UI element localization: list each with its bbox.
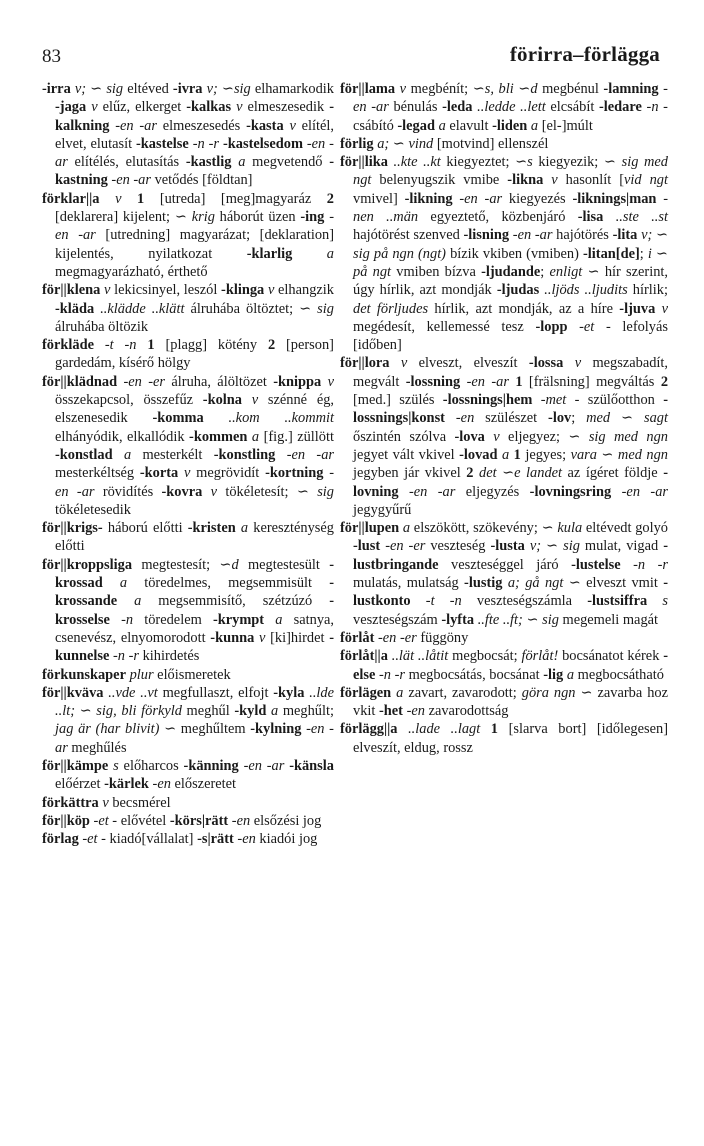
- dictionary-entry: för||lika ..kte ..kt kiegyeztet; ∽s kiegyezik; ∽ sig med ngt belenyugszik vmibe -likna v hasonlít [vid ngt vmivel] -likning -en -ar kiegyezés -liknings|man -nen ..män egyeztető, közbenjáró -lisa ..ste ..st hajótörést szenved -lisning -en -ar hajótörés -lita v; ∽ sig på ngn (ngt) bízik vkiben (vmiben) -litan[de]; i ∽ på ngt vmiben bízva -ljudande; enligt ∽ hír szerint, úgy hírlik, azt mondják -ljudas ..ljöds ..ljudits hírlik; det förljudes hírlik, azt mondják, az a híre -ljuva v megédesít, kellemessé tesz -lopp -et - lefolyás [időben]: [340, 154, 669, 354]
- dictionary-entry: förklar||a v 1 [utreda] [meg]magyaráz 2 [deklarera] kijelent; ∽ krig háborút üzen -ing -en -ar [utredning] magyarázat; [deklaration] kijelentés, nyilatkozat -klarlig a megmagyarázható, érthető: [42, 190, 334, 280]
- dictionary-entry: för||lora v elveszt, elveszít -lossa v megszabadít, megvált -lossning -en -ar 1 [frälsning] megváltás 2 [med.] szülés -lossnings|hem -met - szülőotthon -lossnings|konst -en szülészet -lov; med ∽ sagt őszintén szólva -lova v eljegyez; ∽ sig med ngn jegyet vált vkivel -lovad a 1 jegyes; vara ∽ med ngn jegyben jár vkivel 2 det ∽e landet az ígéret földje -lovning -en -ar eljegyzés -lovningsring -en -ar jegygyűrű: [340, 355, 669, 518]
- dictionary-entry: förlägg||a ..lade ..lagt 1 [slarva bort] [időlegesen] elveszít, eldug, rossz: [340, 721, 668, 756]
- dictionary-entry: förlag -et - kiadó[vállalat] -s|rätt -en kiadói jog: [42, 831, 318, 848]
- dictionary-entry: för||köp -et - elővétel -körs|rätt -en elsőzési jog: [42, 812, 322, 829]
- running-head: förirra–förlägga: [509, 42, 660, 66]
- dictionary-entry: för||kämpe s előharcos -känning -en -ar -känsla előérzet -kärlek -en előszeretet: [42, 757, 334, 793]
- dictionary-entry: förlig a; ∽ vind [motvind] ellenszél: [340, 135, 549, 152]
- dictionary-entry: förlåt||a ..lät ..låtit megbocsát; förlåt! bocsánatot kérek -else -n -r megbocsátás, bocsánat -lig a megbocsátható: [340, 648, 668, 683]
- dictionary-entry: för||kväva ..vde ..vt megfullaszt, elfojt -kyla ..lde ..lt; ∽ sig, bli förkyld meghűl -kyld a meghűlt; jag är (har blivit) ∽ meghűltem -kylning -en -ar meghűlés: [42, 684, 334, 756]
- dictionary-entry: för||lama v megbénít; ∽s, bli ∽d megbénul -lamning -en -ar bénulás -leda ..ledde ..lett elcsábít -ledare -n - csábító -legad a elavult -liden a [el-]múlt: [340, 81, 668, 134]
- dictionary-entry: för||kroppsliga megtestesít; ∽d megtestesült -krossad a töredelmes, megsemmisült -krossande a megsemmisítő, szétzúzó -krosselse -n töredelem -krympt a satnya, csenevész, elnyomorodott -kunna v [ki]hirdet -kunnelse -n -r kihirdetés: [42, 556, 335, 665]
- dictionary-entry: för||lupen a elszökött, szökevény; ∽ kula eltévedt golyó -lust -en -er veszteség -lusta v; ∽ sig mulat, vigad -lustbringande veszteséggel járó -lustelse -n -r mulatás, mulatság -lustig a; gå ngt ∽ elveszt vmit -lustkonto -t -n veszteségszámla -lustsiffra s veszteségszám -lyfta ..fte ..ft; ∽ sig megemeli magát: [340, 520, 668, 628]
- dictionary-entry: förkättra v becsmérel: [42, 794, 171, 811]
- dictionary-entry: -irra v; ∽ sig eltéved -ivra v; ∽sig elhamarkodik -jaga v elűz, elkerget -kalkas v elmeszesedik -kalkning -en -ar elmeszesedés -kasta v elítél, elvet, elutasít -kastelse -n -r -kastelsedom -en -ar elítélés, elutasítás -kastlig a megvetendő -kastning -en -ar vetődés [földtan]: [42, 81, 334, 189]
- dictionary-entry: för||klena v lekicsinyel, leszól -klinga v elhangzik -kläda ..klädde ..klätt álruhába öltöztet; ∽ sig álruhába öltözik: [42, 282, 334, 335]
- page-number: 83: [42, 46, 61, 67]
- dictionary-entry: förlägen a zavart, zavarodott; göra ngn ∽ zavarba hoz vkit -het -en zavarodottság: [340, 684, 668, 720]
- right-column: [340, 80, 668, 757]
- dictionary-entry: för||klädnad -en -er álruha, álöltözet -knippa v összekapcsol, összefűz -kolna v szénné ég, elszenesedik -komma ..kom ..kommit elhányódik, elkallódik -kommen a [fig.] züllött -konstlad a mesterkélt -konstling -en -ar mesterkéltség -korta v megrövidít -kortning -en -ar rövidítés -kovra v tökéletesít; ∽ sig tökéletesedik: [42, 373, 335, 518]
- dictionary-entry: för||krigs- háború előtti -kristen a kereszténység előtti: [42, 520, 334, 555]
- dictionary-entry: förlåt -en -er függöny: [340, 629, 469, 646]
- dictionary-entry: förkunskaper plur előismeretek: [42, 666, 231, 683]
- left-column: [42, 80, 334, 848]
- dictionary-entry: förkläde -t -n 1 [plagg] kötény 2 [person] gardedám, kísérő hölgy: [42, 337, 334, 372]
